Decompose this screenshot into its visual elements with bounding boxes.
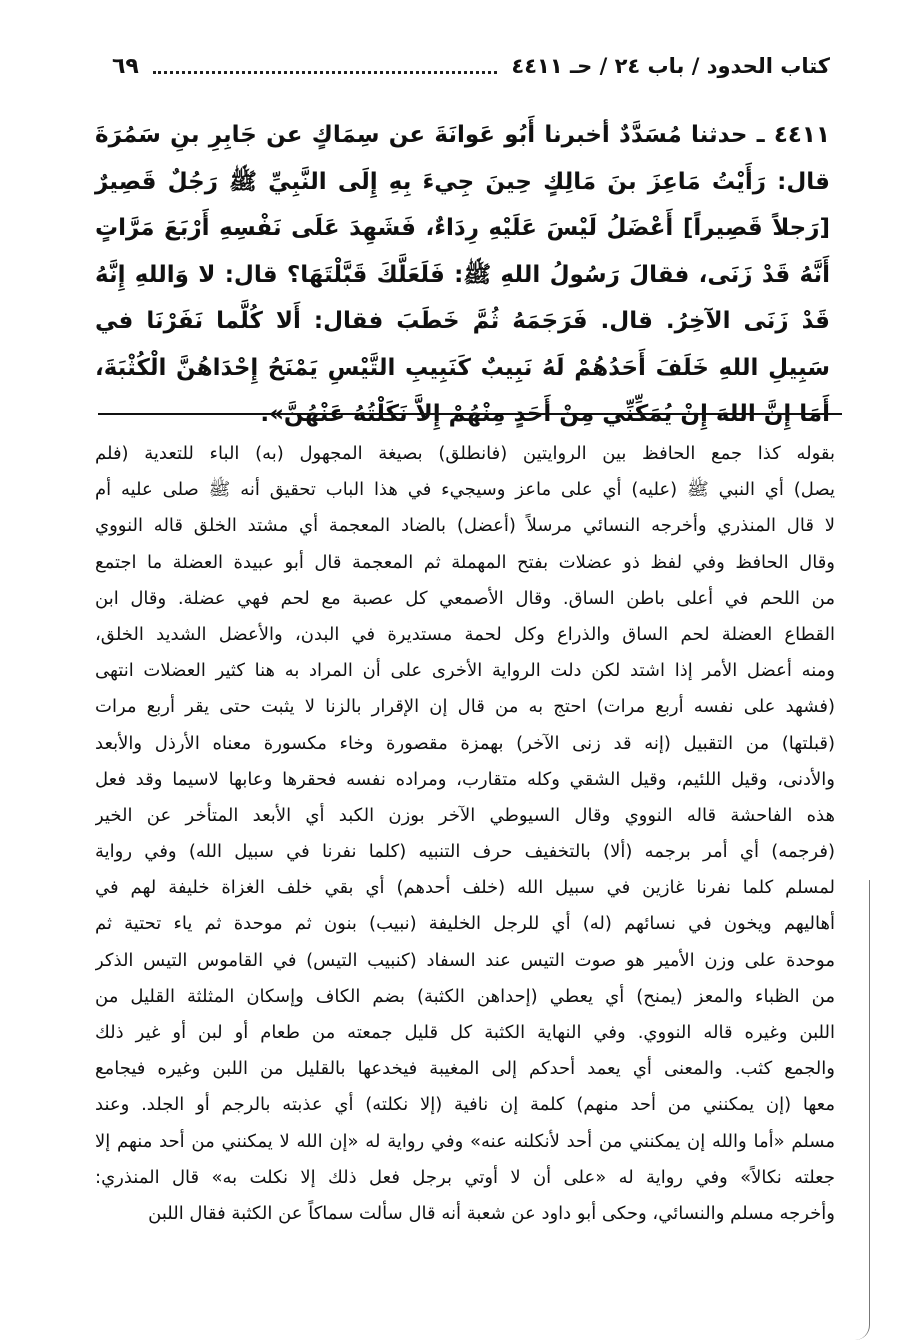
commentary-line: لا قال المنذري وأخرجه النسائي مرسلاً (أعضل) بالضاد المعجمة أي مشتد الخلق قاله النووي bbox=[95, 515, 835, 537]
commentary-line: بقوله كذا جمع الحافظ بين الروايتين (فانطلق) بصيغة المجهول (به) الباء للتعدية (فلم bbox=[95, 443, 835, 464]
commentary-line: معها (إن يمكنني من أحد منهم) كلمة إن نافية (إلا نكلته) أي عذبته بالرجم أو الجلد. وعند bbox=[95, 1094, 835, 1116]
hadith-text-block bbox=[95, 112, 830, 438]
commentary-line: (فشهد على نفسه أربع مرات) احتج به من قال إن الإقرار بالزنا لا يثبت حتى يقر أربع مرات bbox=[95, 696, 835, 718]
commentary-line: يصل) أي النبي ﷺ (عليه) أي على ماعز وسيجيء في هذا الباب تحقيق أنه ﷺ صلى عليه أم bbox=[95, 479, 835, 501]
commentary-line: موحدة على وزن الأمير هو صوت التيس عند السفاد (كنبيب التيس) في القاموس التيس الذكر bbox=[95, 949, 835, 971]
page-edge-curve bbox=[855, 880, 870, 1340]
hadith-text: ٤٤١١ ـ حدثنا مُسَدَّدٌ أخبرنا أَبُو عَوانَةَ عن سِمَاكٍ عن جَابِرِ بنِ سَمُرَةَ قال: رَأَيْتُ مَاعِزَ بنَ مَالِكٍ حِينَ جِيءَ بِهِ إِلَى النَّبِيِّ ﷺ رَجُلٌ قَصِيرٌ [رَجلاً قَصِيراً] أَعْضَلُ لَيْسَ عَلَيْهِ رِدَاءٌ، فَشَهِدَ عَلَى نَفْسِهِ أَرْبَعَ مَرَّاتٍ أَنَّهُ قَدْ زَنَى، فقالَ رَسُولُ اللهِ ﷺ: فَلَعَلَّكَ قَبَّلْتَهَا؟ قال: لا وَاللهِ إِنَّهُ قَدْ زَنَى الآخِرُ. قال. فَرَجَمَهُ ثُمَّ خَطَبَ فقال: أَلا كُلَّما نَفَرْنَا في سَبِيلِ اللهِ خَلَفَ أَحَدُهُمْ لَهُ نَبِيبٌ كَنَبِيبِ التَّيْسِ يَمْنَحُ إِحْدَاهُنَّ الْكُثْبَةَ، أَمَا إِنَّ اللهَ إِنْ يُمَكِّنِّي مِنْ أَحَدٍ مِنْهُمْ إِلاَّ نَكَلْتُهُ عَنْهُنَّ». bbox=[95, 122, 830, 427]
commentary-line: لمسلم كلما نفرنا غازين في سبيل الله (خلف أحدهم) أي بقي خلف الغزاة خليفة لهم في bbox=[95, 877, 835, 899]
commentary-line: القطاع العضلة لحم الساق والذراع وكل لحمة مستديرة في البدن، والأعضل الشديد الخلق، bbox=[95, 623, 835, 645]
running-title: كتاب الحدود / باب ٢٤ / حـ ٤٤١١ bbox=[511, 54, 830, 78]
commentary-line: (قبلتها) من التقبيل (إنه قد زنى الآخر) بهمزة مقصورة وخاء مكسورة معناه الأرذل والأبعد bbox=[95, 732, 835, 754]
running-header bbox=[112, 46, 830, 86]
commentary-line: وقال الحافظ وفي لفظ ذو عضلات بفتح المهملة ثم المعجمة قال أبو عبيدة العضلة ما اجتمع bbox=[95, 551, 835, 573]
commentary-line: من اللحم في أعلى باطن الساق. وقال الأصمعي كل عصبة مع لحم فهي عضلة. وقال ابن bbox=[95, 587, 835, 609]
commentary-line: من الظباء والمعز (يمنح) أي يعطي (إحداهن الكثبة) بضم الكاف وإسكان المثلثة القليل من bbox=[95, 985, 835, 1007]
commentary-line: والأدنى، وقيل اللئيم، وقيل الشقي وكله متقارب، ومراده نفسه فحقرها وعابها لاسيما وقد فعل bbox=[95, 768, 835, 790]
dotted-leader bbox=[153, 71, 498, 74]
page-number: ٦٩ bbox=[112, 53, 139, 79]
commentary-line: أهاليهم ويخون في نسائهم (له) أي للرجل الخليفة (نبيب) بنون ثم موحدة ثم ياء تحتية ثم bbox=[95, 913, 835, 935]
commentary-line: ومنه أعضل الأمر إذا اشتد لكن دلت الرواية الأخرى على أن المراد به هنا كثير العضلات انتهى bbox=[95, 660, 835, 682]
commentary-line: مسلم «أما والله إن يمكنني من أحد لأنكلنه عنه» وفي رواية له «إن الله لا يمكنني من أحد منهم إلا bbox=[95, 1130, 835, 1152]
commentary-line: (فرجمه) أي أمر برجمه (ألا) بالتخفيف حرف التنبيه (كلما نفرنا في سبيل الله) وفي رواية bbox=[95, 841, 835, 863]
commentary-line: وأخرجه مسلم والنسائي، وحكى أبو داود عن شعبة أنه قال سألت سماكاً عن الكثبة فقال اللبن bbox=[148, 1202, 835, 1224]
commentary-line: اللبن وغيره قاله النووي. وفي النهاية الكثبة كل قليل جمعته من طعام أو لبن أو غير ذلك bbox=[95, 1022, 835, 1043]
footnote-separator bbox=[98, 413, 842, 415]
commentary-line: جعلته نكالاً» وفي رواية له «على أن لا أوتي برجل فعل ذلك إلا نكلت به» قال المنذري: bbox=[95, 1166, 835, 1188]
commentary-line: هذه الفاحشة قاله النووي وقال السيوطي الآخر بوزن الكبد أي الأبعد المتأخر عن الخير bbox=[95, 804, 835, 826]
commentary-block bbox=[95, 436, 835, 1232]
commentary-line: والجمع كثب. والمعنى أي يعمد أحدكم إلى المغيبة فيخدعها بالقليل من اللبن وغيره فيجامع bbox=[95, 1058, 835, 1080]
